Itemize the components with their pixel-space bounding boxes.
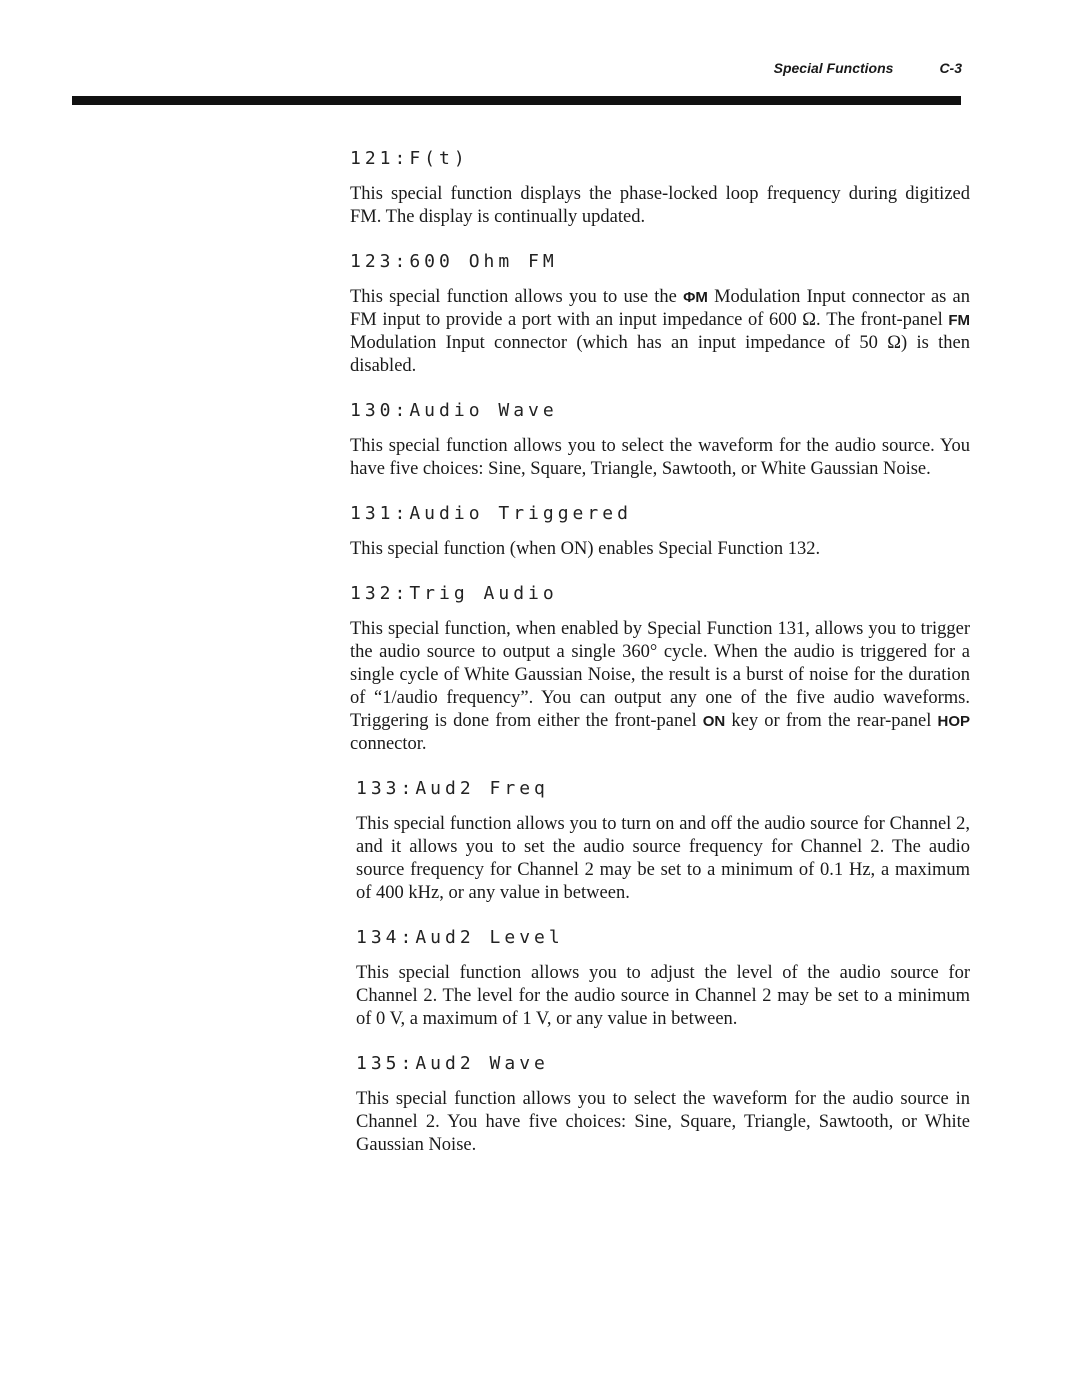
entry-123	[350, 251, 970, 378]
function-code: 132:Trig Audio	[350, 583, 558, 604]
function-code: 135:Aud2 Wave	[356, 1053, 549, 1074]
entry-130	[350, 400, 970, 481]
entry-133	[356, 778, 970, 905]
function-code: 134:Aud2 Level	[356, 927, 564, 948]
function-description: This special function allows you to use the ΦM Modulation Input connector as an FM input to provide a port with an input impedance of 600 Ω. The front-panel FM Modulation Input connector (which has an input impedance of 50 Ω) is then disabled.	[350, 287, 970, 376]
function-description: This special function, when enabled by Special Function 131, allows you to trigger the audio source to output a single 360° cycle. When the audio is triggered for a single cycle of White Gaussian Noise, the result is a burst of noise for the duration of “1/audio frequency”. You can output any one of the five audio waveforms. Triggering is done from either the front-panel ON key or from the rear-panel HOP connector.	[350, 619, 971, 754]
entry-132	[350, 583, 970, 756]
entry-135	[356, 1053, 970, 1157]
function-description: This special function (when ON) enables Special Function 132.	[350, 539, 821, 559]
entry-134	[356, 927, 970, 1031]
fm-label: FM	[948, 312, 970, 329]
function-description: This special function allows you to adjust the level of the audio source for Channel 2. The level for the audio source in Channel 2 may be set to a minimum of 0 V, a maximum of 1 V, or any value in between.	[356, 963, 970, 1029]
page-content	[350, 148, 970, 1179]
function-code: 133:Aud2 Freq	[356, 778, 549, 799]
function-description: This special function allows you to turn on and off the audio source for Channel 2, and it allows you to set the audio source frequency for Channel 2. The audio source frequency for Channel 2 may be set to a minimum of 0.1 Hz, a maximum of 400 kHz, or any value in between.	[356, 814, 970, 903]
function-code: 130:Audio Wave	[350, 400, 558, 421]
function-code: 123:600 Ohm FM	[350, 251, 558, 272]
entry-121	[350, 148, 970, 229]
page-header	[774, 60, 962, 76]
function-code: 121:F(t)	[350, 148, 469, 169]
header-rule	[72, 96, 961, 105]
on-key-label: ON	[702, 713, 726, 730]
function-description: This special function allows you to select the waveform for the audio source in Channel 2. You have five choices: Sine, Square, Triangle, Sawtooth, or White Gaussian Noise.	[356, 1089, 970, 1155]
phase-mod-label: ΦM	[683, 289, 708, 306]
function-code: 131:Audio Triggered	[350, 503, 632, 524]
function-description: This special function displays the phase-locked loop frequency during digitized FM. The display is continually updated.	[350, 184, 970, 227]
hop-connector-label: HOP	[937, 713, 971, 730]
page-number: C-3	[939, 60, 962, 76]
section-title: Special Functions	[773, 60, 894, 76]
entry-131	[350, 503, 970, 561]
function-description: This special function allows you to select the waveform for the audio source. You have five choices: Sine, Square, Triangle, Sawtooth, or White Gaussian Noise.	[350, 436, 970, 479]
